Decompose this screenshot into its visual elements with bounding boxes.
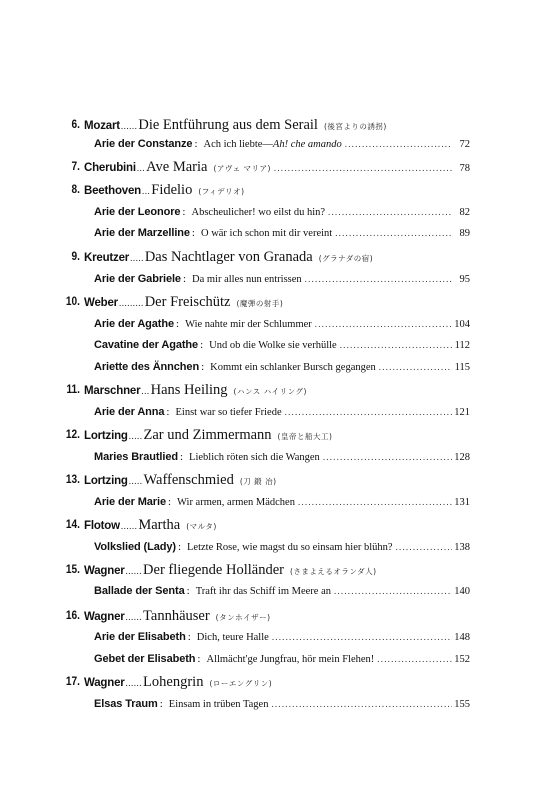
incipit-text: Ach ich liebte— (203, 139, 273, 150)
leader-dots: ...... (120, 520, 138, 531)
work-title: Lohengrin (143, 673, 204, 690)
role-title: Arie der Marzelline (94, 227, 190, 239)
japanese-title: (ローエングリン) (209, 678, 273, 688)
japanese-title: (皇帝と船大工) (277, 431, 333, 441)
page-number: 128 (454, 452, 470, 463)
page-number: 131 (454, 497, 470, 508)
composer: Beethoven (84, 184, 141, 197)
role-colon: : (200, 339, 204, 351)
work-title: Die Entführung aus dem Serail (138, 116, 318, 133)
entry-number: 7. (71, 161, 80, 173)
incipit: Letzte Rose, wie magst du so einsam hier blühn? (187, 542, 393, 553)
role-title: Ballade der Senta (94, 585, 185, 597)
incipit: Kommt ein schlanker Bursch gegangen (210, 362, 376, 373)
composer: Wagner (84, 564, 125, 577)
page-number: 121 (454, 407, 470, 418)
work-title: Hans Heiling (150, 381, 228, 398)
leader-dots: ... (141, 385, 150, 396)
page-number: 148 (454, 632, 470, 643)
composer: Flotow (84, 519, 120, 532)
leader-dots: ...... (125, 565, 143, 576)
role-title: Arie der Marie (94, 496, 166, 508)
work-title: Das Nachtlager von Granada (144, 248, 313, 265)
incipit (204, 139, 342, 150)
work-title: Ave Maria (146, 158, 208, 175)
entry-number: 9. (71, 251, 80, 263)
dot-leader (396, 542, 452, 552)
item-8-1 (0, 201, 560, 223)
role-colon: : (182, 206, 186, 218)
japanese-title: (マルタ) (186, 521, 217, 531)
role-title: Arie der Leonore (94, 206, 181, 218)
composer: Wagner (84, 610, 125, 623)
item-8-2 (0, 222, 560, 244)
item-13-1 (0, 491, 560, 513)
role-colon: : (176, 318, 180, 330)
incipit: Traft ihr das Schiff im Meere an (195, 586, 331, 597)
leader-dots: ......... (118, 297, 144, 308)
page-number: 72 (459, 139, 470, 150)
page-number: 95 (459, 274, 470, 285)
incipit: Da mir alles nun entrissen (192, 274, 302, 285)
incipit: Abscheulicher! wo eilst du hin? (191, 207, 326, 218)
role-title: Arie der Constanze (94, 138, 193, 150)
composer: Lortzing (84, 429, 128, 442)
entry-number: 17. (65, 676, 80, 688)
dot-leader (345, 139, 452, 149)
dot-leader (328, 207, 452, 217)
dot-leader (272, 632, 452, 642)
role-title: Arie der Anna (94, 406, 165, 418)
page-number: 104 (454, 319, 470, 330)
role-colon: : (191, 227, 195, 239)
page-number: 89 (459, 228, 470, 239)
leader-dots: ... (142, 185, 151, 196)
entry-number: 11. (66, 384, 80, 396)
japanese-title: (刀 鍛 冶) (239, 476, 277, 486)
leader-dots: ..... (128, 430, 143, 441)
page-number: 138 (454, 542, 470, 553)
work-title: Martha (138, 516, 181, 533)
role-colon: : (186, 585, 190, 597)
entry-13 (0, 469, 560, 491)
incipit: Wir armen, armen Mädchen (177, 497, 295, 508)
dot-leader (271, 699, 452, 709)
incipit: Einst war so tiefer Friede (175, 407, 282, 418)
page-number: 155 (454, 699, 470, 710)
japanese-title: (フィデリオ) (198, 186, 245, 196)
dot-leader (315, 319, 452, 329)
role-colon: : (166, 406, 170, 418)
japanese-title: (さまよえるオランダ人) (289, 566, 377, 576)
incipit-italic: Ah! che amando (272, 139, 342, 150)
japanese-title: (アヴェ マリア) (213, 163, 271, 173)
entry-number: 16. (65, 610, 80, 622)
role-title: Volkslied (Lady) (94, 541, 176, 553)
role-colon: : (177, 541, 181, 553)
entry-number: 15. (65, 564, 80, 576)
role-colon: : (197, 653, 201, 665)
role-title: Arie der Elisabeth (94, 631, 186, 643)
item-16-2 (0, 648, 560, 670)
composer: Marschner (84, 384, 141, 397)
leader-dots: ...... (120, 120, 138, 131)
role-title: Gebet der Elisabeth (94, 653, 196, 665)
role-title: Arie der Gabriele (94, 273, 181, 285)
composer: Cherubini (84, 161, 136, 174)
role-title: Elsas Traum (94, 698, 158, 710)
incipit: Und ob die Wolke sie verhülle (209, 340, 337, 351)
item-15-1 (0, 580, 560, 602)
entry-number: 10. (65, 296, 80, 308)
dot-leader (340, 340, 452, 350)
role-colon: : (187, 631, 191, 643)
entry-15 (0, 559, 560, 581)
dot-leader (323, 452, 452, 462)
dot-leader (305, 274, 452, 284)
item-11-1 (0, 401, 560, 423)
japanese-title: (グラナダの宿) (318, 253, 374, 263)
composer: Wagner (84, 676, 125, 689)
incipit: O wär ich schon mit dir vereint (200, 228, 333, 239)
entry-16 (0, 605, 560, 627)
work-title: Zar und Zimmermann (143, 426, 272, 443)
japanese-title: (後宮よりの誘拐) (323, 121, 387, 131)
page-number: 152 (454, 654, 470, 665)
entry-11 (0, 379, 560, 401)
leader-dots: ..... (128, 475, 143, 486)
dot-leader (285, 407, 452, 417)
incipit: Wie nahte mir der Schlummer (185, 319, 312, 330)
page-number: 115 (454, 362, 470, 373)
role-colon: : (167, 496, 172, 508)
entry-12 (0, 424, 560, 446)
item-6-1 (0, 133, 560, 155)
item-10-3 (0, 356, 560, 378)
incipit: Dich, teure Halle (196, 632, 269, 643)
entry-number: 12. (65, 429, 80, 441)
item-17-1 (0, 693, 560, 715)
item-10-2 (0, 334, 560, 356)
incipit: Lieblich röten sich die Wangen (189, 452, 320, 463)
japanese-title: (タンホイザー) (215, 612, 271, 622)
entry-number: 14. (65, 519, 80, 531)
leader-dots: ..... (130, 252, 144, 263)
role-title: Maries Brautlied (94, 451, 178, 463)
entry-9 (0, 246, 560, 268)
page-number: 112 (454, 340, 470, 351)
incipit: Einsam in trüben Tagen (168, 699, 269, 710)
role-colon: : (201, 361, 205, 373)
work-title: Der Freischütz (144, 293, 231, 310)
role-colon: : (194, 138, 198, 150)
role-colon: : (179, 451, 184, 463)
item-12-1 (0, 446, 560, 468)
japanese-title: (ハンス ハイリング) (233, 386, 307, 396)
role-colon: : (159, 698, 163, 710)
page-number: 82 (459, 207, 470, 218)
composer: Lortzing (84, 474, 128, 487)
entry-14 (0, 514, 560, 536)
work-title: Waffenschmied (143, 471, 234, 488)
leader-dots: ...... (125, 611, 143, 622)
work-title: Fidelio (151, 181, 193, 198)
entry-17 (0, 671, 560, 693)
dot-leader (274, 163, 452, 173)
entry-number: 13. (65, 474, 80, 486)
entry-number: 8. (71, 184, 80, 196)
work-title: Tannhäuser (143, 607, 210, 624)
dot-leader (335, 228, 452, 238)
entry-8 (0, 179, 560, 201)
composer: Mozart (84, 119, 120, 132)
page-number: 140 (454, 586, 470, 597)
item-16-1 (0, 626, 560, 648)
composer: Weber (84, 296, 118, 309)
dot-leader (298, 497, 452, 507)
item-10-1 (0, 313, 560, 335)
composer: Kreutzer (84, 251, 130, 264)
entry-10 (0, 291, 560, 313)
dot-leader (379, 362, 452, 372)
role-title: Ariette des Ännchen (94, 361, 200, 373)
entry-7 (0, 156, 560, 178)
item-9-1 (0, 268, 560, 290)
work-title: Der fliegende Holländer (143, 561, 284, 578)
dot-leader (334, 586, 452, 596)
leader-dots: ...... (125, 677, 143, 688)
leader-dots: ... (136, 162, 146, 173)
role-title: Arie der Agathe (94, 318, 175, 330)
entry-number: 6. (71, 119, 80, 131)
japanese-title: (魔弾の射手) (236, 298, 284, 308)
role-title: Cavatine der Agathe (94, 339, 199, 351)
item-14-1 (0, 536, 560, 558)
page-number: 78 (459, 162, 470, 174)
incipit: Allmächt'ge Jungfrau, hör mein Flehen! (206, 654, 375, 665)
dot-leader (377, 654, 452, 664)
role-colon: : (182, 273, 187, 285)
